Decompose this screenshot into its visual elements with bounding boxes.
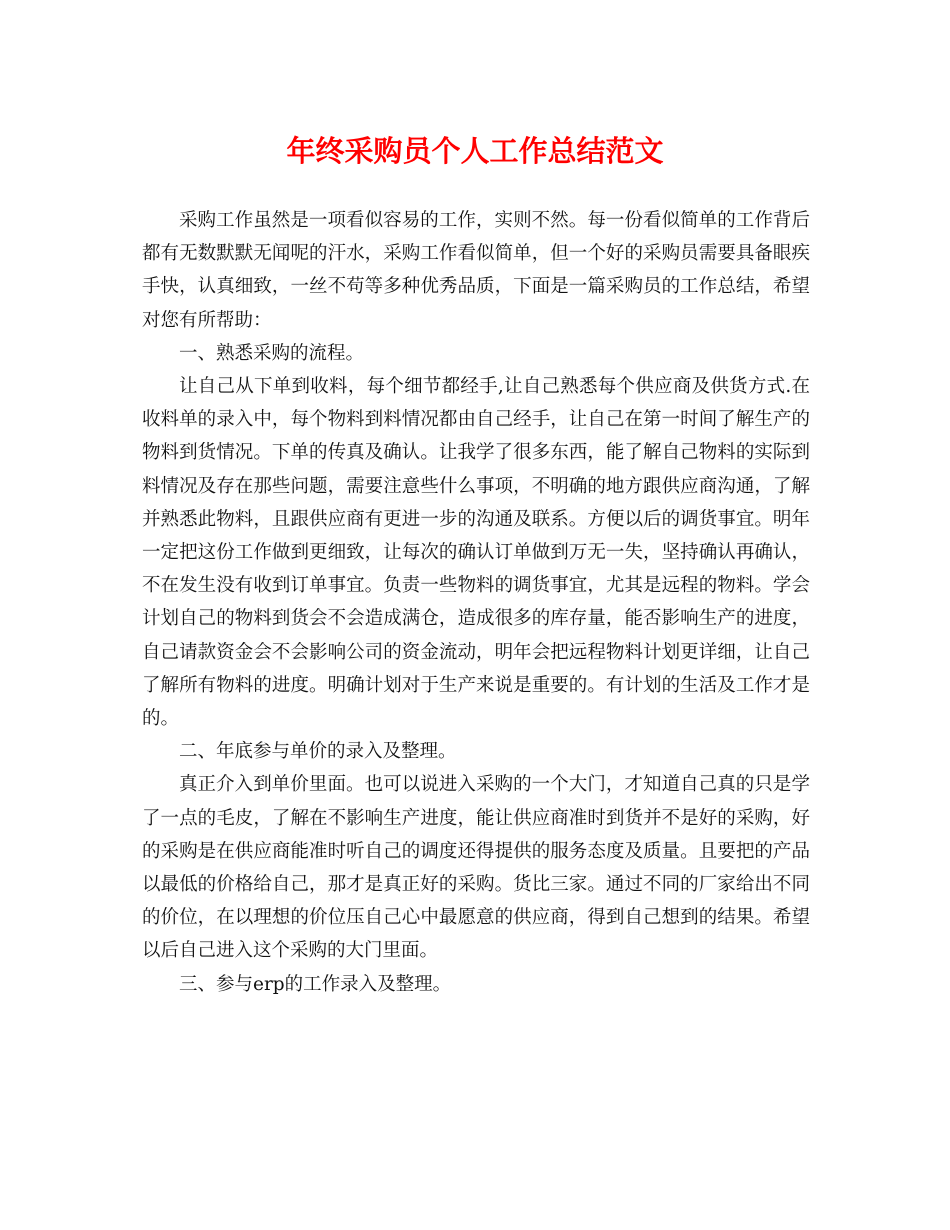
- section-paragraph-2: 真正介入到单价里面。也可以说进入采购的一个大门，才知道自己真的只是学了一点的毛皮，了解在不影响生产进度，能让供应商准时到货并不是好的采购，好的采购是在供应商能准时听自己的调度还得提供的服务态度及质量。且要把的产品以最低的价格给自己，那才是真正好的采购。货比三家。通过不同的厂家给出不同的价位，在以理想的价位压自己心中最愿意的供应商，得到自己想到的结果。希望以后自己进入这个采购的大门里面。: [142, 774, 810, 962]
- document-title: 年终采购员个人工作总结范文: [286, 134, 664, 168]
- section-heading-3: 三、参与erp的工作录入及整理。: [179, 973, 452, 995]
- section-heading-2: 二、年底参与单价的录入及整理。: [179, 741, 457, 763]
- section-heading-1: 一、熟悉采购的流程。: [179, 342, 365, 364]
- intro-paragraph: 采购工作虽然是一项看似容易的工作，实则不然。每一份看似简单的工作背后都有无数默默无闻呢的汗水，采购工作看似简单，但一个好的采购员需要具备眼疾手快，认真细致，一丝不苟等多种优秀品质，下面是一篇采购员的工作总结，希望对您有所帮助：: [142, 210, 810, 331]
- document-body: [142, 204, 810, 1001]
- section-paragraph-1: 让自己从下单到收料，每个细节都经手,让自己熟悉每个供应商及供货方式.在收料单的录入中，每个物料到料情况都由自己经手，让自己在第一时间了解生产的物料到货情况。下单的传真及确认。让我学了很多东西，能了解自己物料的实际到料情况及存在那些问题，需要注意些什么事项，不明确的地方跟供应商沟通，了解并熟悉此物料，且跟供应商有更进一步的沟通及联系。方便以后的调货事宜。明年一定把这份工作做到更细致，让每次的确认订单做到万无一失，坚持确认再确认，不在发生没有收到订单事宜。负责一些物料的调货事宜，尤其是远程的物料。学会计划自己的物料到货会不会造成满仓，造成很多的库存量，能否影响生产的进度，自己请款资金会不会影响公司的资金流动，明年会把远程物料计划更详细，让自己了解所有物料的进度。明确计划对于生产来说是重要的。有计划的生活及工作才是的。: [142, 376, 810, 730]
